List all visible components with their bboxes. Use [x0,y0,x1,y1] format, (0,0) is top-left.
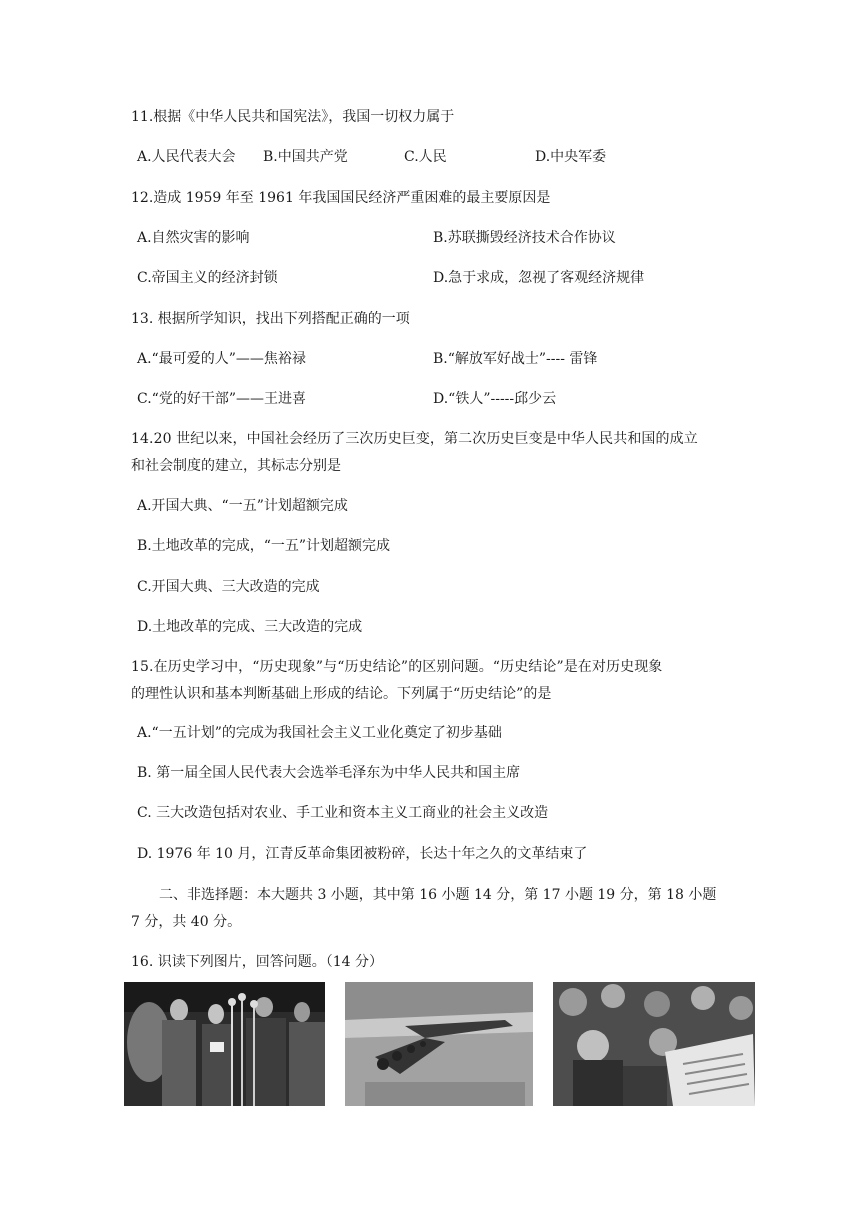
q13-option-d: D.“铁人”-----邱少云 [433,391,557,407]
q13-option-a: A.“最可爱的人”——焦裕禄 [137,351,306,367]
q12-option-a: A.自然灾害的影响 [137,230,250,246]
q16-stem: 16. 识读下列图片，回答问题。（14 分） [131,954,383,970]
q15-option-c: C. 三大改造包括对农业、手工业和资本主义工商业的社会主义改造 [137,805,549,821]
q15-option-b: B. 第一届全国人民代表大会选举毛泽东为中华人民共和国主席 [137,765,521,781]
photo-crowd-newspaper-image [553,982,755,1106]
q14-option-d: D.土地改革的完成、三大改造的完成 [137,619,363,635]
photo-crowd-newspaper [553,982,755,1106]
q14-stem-line2: 和社会制度的建立，其标志分别是 [131,458,341,474]
q15-stem-line2: 的理性认识和基本判断基础上形成的结论。下列属于“历史结论”的是 [131,686,552,702]
q11-option-a: A.人民代表大会 [137,149,236,165]
q15-option-a: A.“一五计划”的完成为我国社会主义工业化奠定了初步基础 [137,725,502,741]
q12-option-c: C.帝国主义的经济封锁 [137,270,278,286]
photo-pontoon-bridge-image [345,982,533,1106]
section2-heading-line2: 7 分，共 40 分。 [131,914,242,930]
q12-option-d: D.急于求成，忽视了客观经济规律 [433,270,645,286]
q15-option-d: D. 1976 年 10 月，江青反革命集团被粉碎，长达十年之久的文革结束了 [137,846,588,862]
q11-option-d: D.中央军委 [535,149,607,165]
q13-option-c: C.“党的好干部”——王进喜 [137,391,306,407]
q14-stem-line1: 14.20 世纪以来，中国社会经历了三次历史巨变，第二次历史巨变是中华人民共和国的成立 [131,431,698,447]
q14-option-b: B.土地改革的完成，“一五”计划超额完成 [137,538,391,554]
q12-stem: 12.造成 1959 年至 1961 年我国国民经济严重困难的最主要原因是 [131,190,551,206]
photo-pontoon-bridge [345,982,533,1106]
q15-stem-line1: 15.在历史学习中，“历史现象”与“历史结论”的区别问题。“历史结论”是在对历史现象 [131,659,663,675]
q13-stem: 13. 根据所学知识，找出下列搭配正确的一项 [131,311,410,327]
q14-option-c: C.开国大典、三大改造的完成 [137,579,320,595]
q11-stem: 11.根据《中华人民共和国宪法》，我国一切权力属于 [131,109,455,125]
photo-founding-ceremony-image [124,982,325,1106]
q11-option-c: C.人民 [404,149,447,165]
q14-option-a: A.开国大典、“一五”计划超额完成 [137,498,348,514]
q11-option-b: B.中国共产党 [263,149,348,165]
section2-heading-line1: 二、非选择题：本大题共 3 小题，其中第 16 小题 14 分，第 17 小题 19 分，第 18 小题 [159,887,717,903]
photo-founding-ceremony [124,982,325,1106]
q13-option-b: B.“解放军好战士”---- 雷锋 [433,351,598,367]
q12-option-b: B.苏联撕毁经济技术合作协议 [433,230,616,246]
